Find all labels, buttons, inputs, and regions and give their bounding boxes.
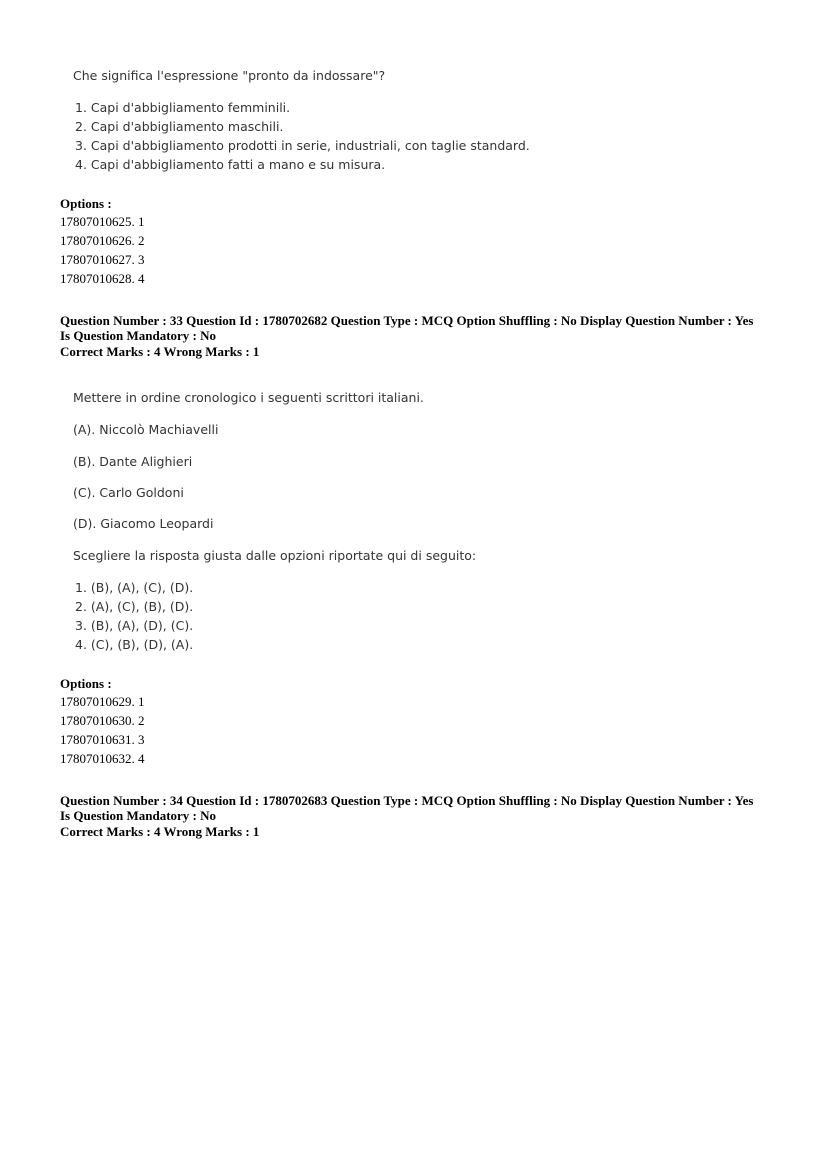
question-stem: Mettere in ordine cronologico i seguenti scrittori italiani. bbox=[73, 390, 424, 405]
writer-item: (A). Niccolò Machiavelli bbox=[73, 422, 219, 437]
writer-item: (B). Dante Alighieri bbox=[73, 454, 193, 469]
writer-item: (D). Giacomo Leopardi bbox=[73, 516, 214, 531]
option-id: 17807010632. 4 bbox=[60, 751, 145, 766]
marks-line: Correct Marks : 4 Wrong Marks : 1 bbox=[60, 824, 260, 839]
answer-choice: 3. Capi d'abbigliamento prodotti in serie, industriali, con taglie standard. bbox=[75, 138, 530, 153]
answer-choice: 1. Capi d'abbigliamento femminili. bbox=[75, 100, 291, 115]
option-id: 17807010628. 4 bbox=[60, 271, 145, 286]
option-id: 17807010631. 3 bbox=[60, 732, 145, 747]
question-instruction: Scegliere la risposta giusta dalle opzioni riportate qui di seguito: bbox=[73, 548, 477, 563]
question-header: Question Number : 33 Question Id : 1780702682 Question Type : MCQ Option Shuffling : No Display Question Number : Yes Is Question Mandatory : No bbox=[60, 313, 754, 343]
options-label: Options : bbox=[60, 676, 112, 691]
option-id: 17807010630. 2 bbox=[60, 713, 145, 728]
option-id: 17807010629. 1 bbox=[60, 694, 145, 709]
marks-line: Correct Marks : 4 Wrong Marks : 1 bbox=[60, 344, 260, 359]
question-stem: Che significa l'espressione "pronto da indossare"? bbox=[73, 68, 386, 83]
writer-item: (C). Carlo Goldoni bbox=[73, 485, 184, 500]
answer-choice: 4. Capi d'abbigliamento fatti a mano e su misura. bbox=[75, 157, 386, 172]
answer-choice: 3. (B), (A), (D), (C). bbox=[75, 618, 194, 633]
options-label: Options : bbox=[60, 196, 112, 211]
answer-choice: 2. Capi d'abbigliamento maschili. bbox=[75, 119, 284, 134]
option-id: 17807010626. 2 bbox=[60, 233, 145, 248]
option-id: 17807010627. 3 bbox=[60, 252, 145, 267]
answer-choice: 1. (B), (A), (C), (D). bbox=[75, 580, 194, 595]
answer-choice: 4. (C), (B), (D), (A). bbox=[75, 637, 194, 652]
option-id: 17807010625. 1 bbox=[60, 214, 145, 229]
question-header: Question Number : 34 Question Id : 1780702683 Question Type : MCQ Option Shuffling : No Display Question Number : Yes Is Question Mandatory : No bbox=[60, 793, 754, 823]
answer-choice: 2. (A), (C), (B), (D). bbox=[75, 599, 194, 614]
